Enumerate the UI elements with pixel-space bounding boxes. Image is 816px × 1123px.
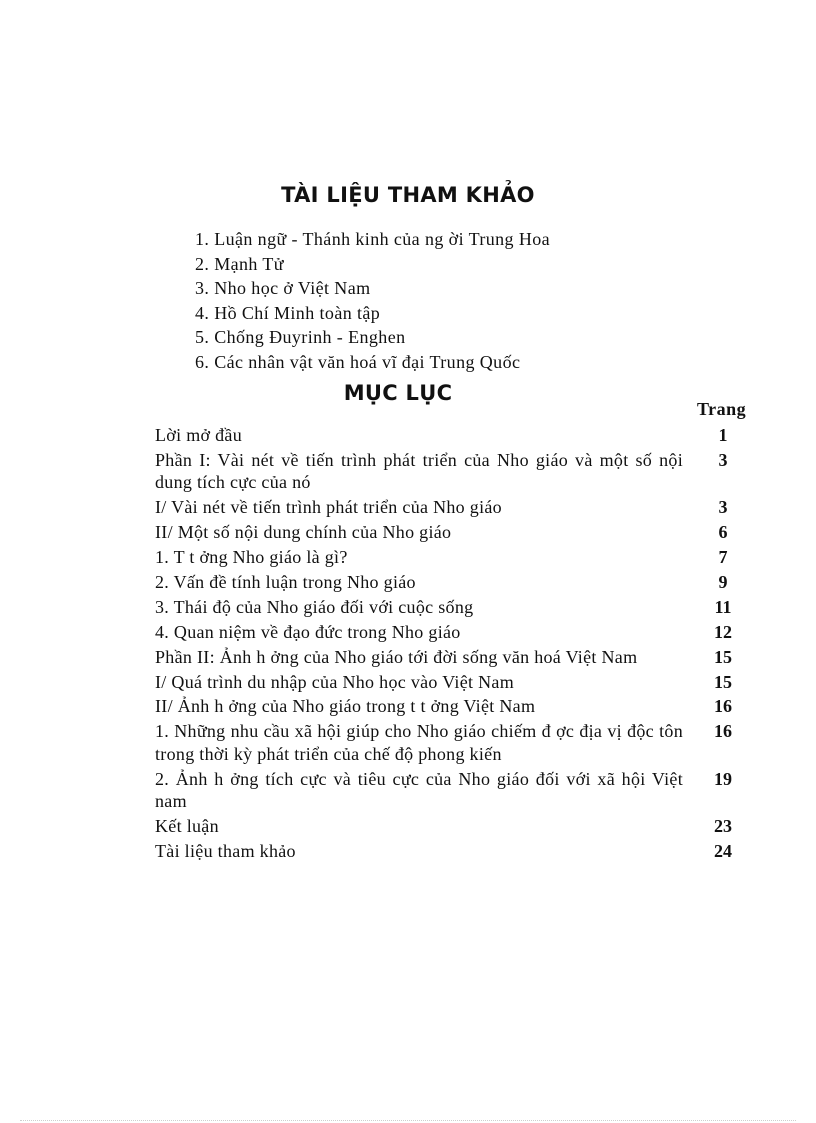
toc-entry-title: II/ Một số nội dung chính của Nho giáo [155, 522, 452, 543]
reference-item: 5. Chống Đuyrinh - Enghen [195, 327, 406, 348]
toc-entry-page: 24 [714, 840, 732, 861]
toc-entry-title: Lời mở đầu [155, 425, 243, 445]
toc-entry-title: 2. Ảnh h ởng tích cực và tiêu cực của Nho giáo đối với xã hội Việt nam [155, 768, 683, 812]
toc-entry-page: 12 [714, 621, 732, 642]
toc-entry [155, 596, 755, 619]
reference-item: 6. Các nhân vật văn hoá vĩ đại Trung Quốc [195, 351, 521, 372]
toc-entry-title: 2. Vấn đề tính luận trong Nho giáo [155, 571, 416, 592]
toc-entry [155, 768, 755, 813]
toc-entry-page: 15 [714, 671, 732, 692]
toc-entry-page: 3 [718, 449, 728, 470]
toc-entry-page: 16 [714, 721, 732, 742]
toc-entry [155, 424, 755, 447]
toc-entry-title: I/ Quá trình du nhập của Nho học vào Việt Nam [155, 671, 514, 692]
toc-entry-title: I/ Vài nét về tiến trình phát triển của Nho giáo [155, 497, 502, 518]
toc-entry-page: 15 [714, 646, 732, 667]
toc-entry-title: 3. Thái độ của Nho giáo đối với cuộc sống [155, 596, 474, 617]
toc-list [155, 424, 755, 865]
reference-item: 1. Luận ngữ - Thánh kinh của ng ời Trung Hoa [195, 229, 551, 249]
toc-entry-page: 11 [714, 596, 732, 617]
toc-entry [155, 671, 755, 694]
toc-entry [155, 449, 755, 494]
reference-item: 4. Hồ Chí Minh toàn tập [195, 302, 381, 323]
reference-item: 2. Mạnh Tử [195, 253, 284, 274]
toc-entry-page: 1 [718, 425, 728, 445]
toc-entry-title: Kết luận [155, 816, 219, 837]
toc-page-column-header: Trang [697, 399, 747, 419]
toc-entry [155, 815, 755, 838]
toc-entry-page: 19 [714, 768, 732, 789]
references-list [195, 227, 550, 375]
toc-entry-title: Tài liệu tham khảo [155, 840, 296, 861]
toc-entry-page: 7 [718, 547, 728, 568]
toc-entry [155, 840, 755, 863]
reference-item: 3. Nho học ở Việt Nam [195, 278, 371, 299]
toc-entry-title: II/ Ảnh h ởng của Nho giáo trong t t ởng Việt Nam [155, 696, 536, 717]
toc-entry-title: Phần II: Ảnh h ởng của Nho giáo tới đời sống văn hoá Việt Nam [155, 646, 638, 667]
toc-entry [155, 646, 755, 669]
toc-entry [155, 720, 755, 765]
toc-entry [155, 621, 755, 644]
toc-entry-title: Phần I: Vài nét về tiến trình phát triển của Nho giáo và một số nội dung tích cực của nó [155, 449, 683, 493]
toc-title: MỤC LỤC [343, 381, 453, 405]
toc-entry [155, 571, 755, 594]
toc-entry [155, 521, 755, 544]
toc-entry [155, 496, 755, 519]
references-title: TÀI LIỆU THAM KHẢO [281, 183, 535, 207]
toc-entry [155, 695, 755, 718]
toc-entry-title: 1. Những nhu cầu xã hội giúp cho Nho giáo chiếm đ ợc địa vị độc tôn trong thời kỳ phát triển của chế độ phong kiến [155, 721, 683, 764]
toc-entry-page: 23 [714, 816, 732, 837]
toc-entry-title: 4. Quan niệm về đạo đức trong Nho giáo [155, 621, 461, 642]
toc-entry-page: 16 [714, 696, 732, 717]
toc-entry-page: 9 [718, 571, 728, 592]
page-bottom-divider [20, 1120, 796, 1121]
toc-entry-page: 6 [718, 522, 728, 543]
toc-entry-page: 3 [718, 497, 728, 518]
toc-entry [155, 546, 755, 569]
toc-entry-title: 1. T t ởng Nho giáo là gì? [155, 547, 348, 568]
